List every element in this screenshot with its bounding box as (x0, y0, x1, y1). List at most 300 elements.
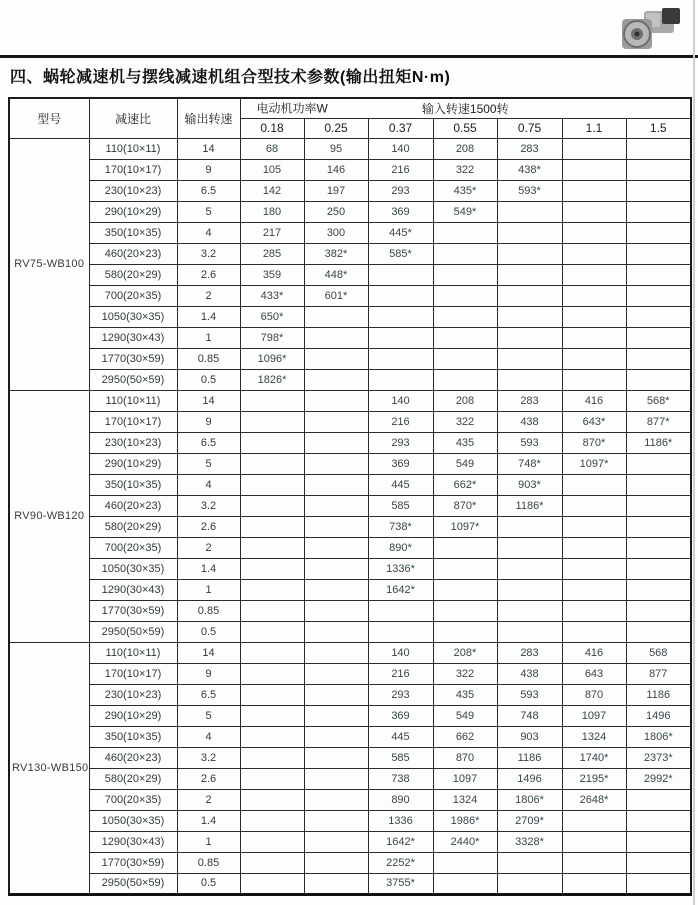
torque-value-cell (562, 348, 626, 369)
torque-value-cell: 438 (497, 411, 562, 432)
torque-value-cell (626, 873, 691, 894)
torque-value-cell (497, 369, 562, 390)
torque-value-cell: 322 (433, 663, 497, 684)
torque-value-cell (240, 495, 304, 516)
ratio-cell: 460(20×23) (89, 747, 177, 768)
torque-value-cell: 870* (562, 432, 626, 453)
torque-value-cell: 435 (433, 432, 497, 453)
header-power-col: 1.5 (626, 118, 691, 138)
table-row (9, 138, 691, 159)
torque-value-cell: 1336 (368, 810, 433, 831)
torque-value-cell (240, 390, 304, 411)
torque-value-cell (240, 579, 304, 600)
torque-value-cell: 448* (304, 264, 368, 285)
torque-value-cell (497, 285, 562, 306)
torque-value-cell (497, 579, 562, 600)
torque-value-cell (626, 453, 691, 474)
torque-value-cell (497, 600, 562, 621)
torque-value-cell: 208 (433, 138, 497, 159)
torque-value-cell (304, 873, 368, 894)
torque-value-cell: 3755* (368, 873, 433, 894)
torque-value-cell (562, 810, 626, 831)
torque-value-cell (304, 558, 368, 579)
torque-value-cell (497, 621, 562, 642)
table-row (9, 768, 691, 789)
gearbox-photo (606, 3, 690, 53)
torque-value-cell (304, 600, 368, 621)
torque-value-cell: 216 (368, 663, 433, 684)
torque-value-cell (497, 537, 562, 558)
torque-value-cell: 416 (562, 642, 626, 663)
torque-value-cell: 1097* (433, 516, 497, 537)
torque-value-cell: 445 (368, 726, 433, 747)
torque-value-cell: 359 (240, 264, 304, 285)
ratio-cell: 230(10×23) (89, 180, 177, 201)
ratio-cell: 2950(50×59) (89, 621, 177, 642)
torque-value-cell (433, 285, 497, 306)
torque-value-cell (497, 306, 562, 327)
ratio-cell: 1290(30×43) (89, 327, 177, 348)
torque-value-cell (562, 180, 626, 201)
torque-value-cell: 2252* (368, 852, 433, 873)
table-header (9, 98, 691, 138)
table-row (9, 495, 691, 516)
torque-value-cell (562, 600, 626, 621)
table-row (9, 159, 691, 180)
page-scan-edge (693, 0, 695, 905)
header-power-col: 0.75 (497, 118, 562, 138)
table-row (9, 369, 691, 390)
torque-value-cell (433, 579, 497, 600)
output-speed-cell: 6.5 (177, 432, 240, 453)
torque-value-cell (497, 222, 562, 243)
torque-value-cell (240, 768, 304, 789)
torque-value-cell (304, 495, 368, 516)
torque-value-cell (304, 327, 368, 348)
output-speed-cell: 4 (177, 222, 240, 243)
output-speed-cell: 4 (177, 726, 240, 747)
ratio-cell: 290(10×29) (89, 201, 177, 222)
ratio-cell: 580(20×29) (89, 768, 177, 789)
table-row (9, 558, 691, 579)
torque-value-cell (562, 159, 626, 180)
torque-value-cell (562, 621, 626, 642)
output-speed-cell: 14 (177, 138, 240, 159)
torque-value-cell (433, 222, 497, 243)
output-speed-cell: 6.5 (177, 684, 240, 705)
torque-value-cell (626, 369, 691, 390)
torque-value-cell (240, 516, 304, 537)
torque-value-cell: 1806* (626, 726, 691, 747)
ratio-cell: 350(10×35) (89, 222, 177, 243)
torque-value-cell (433, 306, 497, 327)
ratio-cell: 460(20×23) (89, 243, 177, 264)
table-row (9, 537, 691, 558)
torque-value-cell: 2440* (433, 831, 497, 852)
torque-value-cell: 435 (433, 684, 497, 705)
output-speed-cell: 2 (177, 789, 240, 810)
output-speed-cell: 14 (177, 642, 240, 663)
torque-value-cell: 369 (368, 201, 433, 222)
torque-value-cell (626, 222, 691, 243)
torque-value-cell: 1097 (433, 768, 497, 789)
parameters-table (8, 97, 692, 896)
torque-value-cell: 435* (433, 180, 497, 201)
torque-value-cell (304, 789, 368, 810)
torque-value-cell: 1826* (240, 369, 304, 390)
torque-value-cell (240, 558, 304, 579)
torque-value-cell (240, 705, 304, 726)
torque-value-cell: 1986* (433, 810, 497, 831)
torque-value-cell (626, 831, 691, 852)
ratio-cell: 580(20×29) (89, 264, 177, 285)
torque-value-cell: 650* (240, 306, 304, 327)
table-row (9, 180, 691, 201)
torque-value-cell: 140 (368, 642, 433, 663)
torque-value-cell: 438 (497, 663, 562, 684)
output-speed-cell: 14 (177, 390, 240, 411)
torque-value-cell (433, 600, 497, 621)
torque-value-cell: 593 (497, 432, 562, 453)
torque-value-cell (240, 474, 304, 495)
table-row (9, 789, 691, 810)
table-row (9, 348, 691, 369)
output-speed-cell: 1 (177, 579, 240, 600)
torque-value-cell (240, 684, 304, 705)
torque-value-cell (304, 852, 368, 873)
torque-value-cell: 870* (433, 495, 497, 516)
table-row (9, 831, 691, 852)
torque-value-cell (562, 474, 626, 495)
ratio-cell: 460(20×23) (89, 495, 177, 516)
torque-value-cell: 549 (433, 705, 497, 726)
output-speed-cell: 0.5 (177, 621, 240, 642)
torque-value-cell: 140 (368, 138, 433, 159)
torque-value-cell (368, 621, 433, 642)
table-row (9, 621, 691, 642)
torque-value-cell (562, 579, 626, 600)
torque-value-cell: 283 (497, 390, 562, 411)
table-row (9, 222, 691, 243)
torque-value-cell (626, 621, 691, 642)
ratio-cell: 700(20×35) (89, 789, 177, 810)
torque-value-cell: 1186 (497, 747, 562, 768)
torque-value-cell (304, 747, 368, 768)
torque-value-cell (304, 621, 368, 642)
ratio-cell: 170(10×17) (89, 411, 177, 432)
torque-value-cell: 890* (368, 537, 433, 558)
torque-value-cell (626, 600, 691, 621)
torque-value-cell: 283 (497, 642, 562, 663)
output-speed-cell: 4 (177, 474, 240, 495)
torque-value-cell (304, 579, 368, 600)
torque-value-cell (562, 306, 626, 327)
torque-value-cell (304, 642, 368, 663)
torque-value-cell (626, 138, 691, 159)
torque-value-cell: 643* (562, 411, 626, 432)
torque-value-cell: 105 (240, 159, 304, 180)
torque-value-cell (240, 873, 304, 894)
torque-value-cell: 568 (626, 642, 691, 663)
torque-value-cell (240, 411, 304, 432)
torque-value-cell: 369 (368, 453, 433, 474)
table-row (9, 201, 691, 222)
torque-value-cell: 208 (433, 390, 497, 411)
torque-value-cell (304, 705, 368, 726)
output-speed-cell: 9 (177, 663, 240, 684)
output-speed-cell: 2.6 (177, 264, 240, 285)
torque-value-cell (562, 138, 626, 159)
torque-value-cell (497, 348, 562, 369)
output-speed-cell: 2 (177, 537, 240, 558)
header-input-speed: 输入转速1500转 (421, 101, 509, 116)
torque-value-cell: 662 (433, 726, 497, 747)
torque-value-cell: 593 (497, 684, 562, 705)
torque-value-cell (304, 411, 368, 432)
torque-value-cell (497, 852, 562, 873)
torque-value-cell (304, 726, 368, 747)
torque-value-cell: 748 (497, 705, 562, 726)
table-row (9, 852, 691, 873)
torque-value-cell: 585 (368, 495, 433, 516)
ratio-cell: 230(10×23) (89, 684, 177, 705)
table-row (9, 285, 691, 306)
torque-value-cell: 95 (304, 138, 368, 159)
ratio-cell: 700(20×35) (89, 537, 177, 558)
torque-value-cell: 890 (368, 789, 433, 810)
torque-value-cell (433, 873, 497, 894)
torque-value-cell (626, 306, 691, 327)
ratio-cell: 1770(30×59) (89, 852, 177, 873)
torque-value-cell (626, 474, 691, 495)
output-speed-cell: 3.2 (177, 495, 240, 516)
model-cell: RV75-WB100 (9, 138, 89, 390)
torque-value-cell (626, 789, 691, 810)
torque-value-cell (433, 327, 497, 348)
torque-value-cell: 877* (626, 411, 691, 432)
torque-value-cell: 2195* (562, 768, 626, 789)
torque-value-cell: 433* (240, 285, 304, 306)
ratio-cell: 230(10×23) (89, 432, 177, 453)
torque-value-cell (433, 621, 497, 642)
torque-value-cell (240, 831, 304, 852)
torque-value-cell (304, 684, 368, 705)
torque-value-cell: 68 (240, 138, 304, 159)
torque-value-cell: 250 (304, 201, 368, 222)
torque-value-cell: 1097* (562, 453, 626, 474)
torque-value-cell (497, 873, 562, 894)
table-row (9, 390, 691, 411)
torque-value-cell: 549 (433, 453, 497, 474)
torque-value-cell (562, 831, 626, 852)
header-power-col: 0.37 (368, 118, 433, 138)
torque-value-cell: 1186 (626, 684, 691, 705)
output-speed-cell: 1.4 (177, 306, 240, 327)
ratio-cell: 1050(30×35) (89, 306, 177, 327)
torque-value-cell (626, 180, 691, 201)
torque-value-cell (368, 327, 433, 348)
torque-value-cell: 300 (304, 222, 368, 243)
torque-value-cell (626, 243, 691, 264)
torque-value-cell: 293 (368, 432, 433, 453)
torque-value-cell (240, 663, 304, 684)
torque-value-cell (562, 852, 626, 873)
torque-value-cell (368, 369, 433, 390)
torque-value-cell (497, 243, 562, 264)
torque-value-cell: 2992* (626, 768, 691, 789)
header-power-col: 0.25 (304, 118, 368, 138)
ratio-cell: 350(10×35) (89, 726, 177, 747)
torque-value-cell: 1186* (497, 495, 562, 516)
table-row (9, 663, 691, 684)
torque-value-cell (368, 285, 433, 306)
torque-value-cell: 1806* (497, 789, 562, 810)
table-row (9, 474, 691, 495)
torque-value-cell: 146 (304, 159, 368, 180)
output-speed-cell: 5 (177, 201, 240, 222)
torque-value-cell (240, 432, 304, 453)
output-speed-cell: 1.4 (177, 558, 240, 579)
header-output-speed: 输出转速 (177, 98, 240, 138)
torque-value-cell (626, 495, 691, 516)
ratio-cell: 2950(50×59) (89, 369, 177, 390)
ratio-cell: 110(10×11) (89, 642, 177, 663)
torque-value-cell: 369 (368, 705, 433, 726)
table-row (9, 873, 691, 894)
torque-value-cell: 197 (304, 180, 368, 201)
torque-value-cell: 738* (368, 516, 433, 537)
torque-value-cell (304, 348, 368, 369)
torque-value-cell (240, 453, 304, 474)
table-row (9, 579, 691, 600)
torque-value-cell: 293 (368, 684, 433, 705)
torque-value-cell: 1496 (497, 768, 562, 789)
torque-value-cell (562, 558, 626, 579)
table-row (9, 747, 691, 768)
table-row (9, 516, 691, 537)
torque-value-cell: 798* (240, 327, 304, 348)
torque-value-cell (433, 243, 497, 264)
torque-value-cell: 217 (240, 222, 304, 243)
output-speed-cell: 0.5 (177, 369, 240, 390)
torque-value-cell (304, 306, 368, 327)
torque-value-cell (240, 600, 304, 621)
ratio-cell: 290(10×29) (89, 705, 177, 726)
table-body (9, 138, 691, 894)
torque-value-cell (626, 285, 691, 306)
model-cell: RV130-WB150 (9, 642, 89, 894)
torque-value-cell: 445 (368, 474, 433, 495)
table-row (9, 726, 691, 747)
torque-value-cell (304, 831, 368, 852)
torque-value-cell (562, 369, 626, 390)
table-row (9, 432, 691, 453)
torque-value-cell: 877 (626, 663, 691, 684)
torque-value-cell: 870 (433, 747, 497, 768)
table-row (9, 411, 691, 432)
torque-value-cell: 1097 (562, 705, 626, 726)
torque-value-cell (433, 537, 497, 558)
torque-value-cell: 142 (240, 180, 304, 201)
torque-value-cell (368, 600, 433, 621)
torque-value-cell: 180 (240, 201, 304, 222)
output-speed-cell: 3.2 (177, 243, 240, 264)
torque-value-cell (497, 516, 562, 537)
torque-value-cell (240, 726, 304, 747)
torque-value-cell: 322 (433, 159, 497, 180)
torque-value-cell: 382* (304, 243, 368, 264)
torque-value-cell (562, 243, 626, 264)
torque-value-cell (304, 516, 368, 537)
torque-value-cell (626, 852, 691, 873)
torque-value-cell (304, 390, 368, 411)
torque-value-cell (304, 810, 368, 831)
ratio-cell: 2950(50×59) (89, 873, 177, 894)
torque-value-cell (626, 159, 691, 180)
torque-value-cell: 1096* (240, 348, 304, 369)
torque-value-cell: 585 (368, 747, 433, 768)
torque-value-cell: 285 (240, 243, 304, 264)
torque-value-cell (562, 516, 626, 537)
ratio-cell: 1050(30×35) (89, 810, 177, 831)
torque-value-cell: 216 (368, 411, 433, 432)
torque-value-cell (626, 201, 691, 222)
torque-value-cell (562, 495, 626, 516)
table-row (9, 306, 691, 327)
page-title: 四、蜗轮减速机与摆线减速机组合型技术参数(输出扭矩N·m) (10, 69, 451, 86)
torque-value-cell: 1496 (626, 705, 691, 726)
torque-value-cell: 2648* (562, 789, 626, 810)
torque-value-cell (626, 810, 691, 831)
torque-value-cell: 293 (368, 180, 433, 201)
torque-value-cell: 283 (497, 138, 562, 159)
torque-value-cell: 1186* (626, 432, 691, 453)
torque-value-cell (562, 201, 626, 222)
torque-value-cell (626, 537, 691, 558)
torque-value-cell (240, 810, 304, 831)
torque-value-cell: 593* (497, 180, 562, 201)
torque-value-cell (304, 663, 368, 684)
header-power-col: 0.18 (240, 118, 304, 138)
torque-value-cell: 322 (433, 411, 497, 432)
torque-value-cell (433, 369, 497, 390)
output-speed-cell: 0.85 (177, 600, 240, 621)
ratio-cell: 700(20×35) (89, 285, 177, 306)
output-speed-cell: 5 (177, 453, 240, 474)
torque-value-cell (433, 348, 497, 369)
ratio-cell: 290(10×29) (89, 453, 177, 474)
output-speed-cell: 2.6 (177, 768, 240, 789)
header-model: 型号 (9, 98, 89, 138)
top-divider (0, 55, 698, 58)
table-row (9, 705, 691, 726)
torque-value-cell (240, 537, 304, 558)
header-power-col: 1.1 (562, 118, 626, 138)
output-speed-cell: 2 (177, 285, 240, 306)
torque-value-cell (304, 432, 368, 453)
torque-value-cell (304, 453, 368, 474)
torque-value-cell: 2709* (497, 810, 562, 831)
output-speed-cell: 9 (177, 159, 240, 180)
torque-value-cell (433, 264, 497, 285)
table-row (9, 642, 691, 663)
output-speed-cell: 0.5 (177, 873, 240, 894)
ratio-cell: 1770(30×59) (89, 600, 177, 621)
torque-value-cell (240, 789, 304, 810)
model-cell: RV90-WB120 (9, 390, 89, 642)
torque-value-cell: 1324 (433, 789, 497, 810)
torque-value-cell (240, 747, 304, 768)
